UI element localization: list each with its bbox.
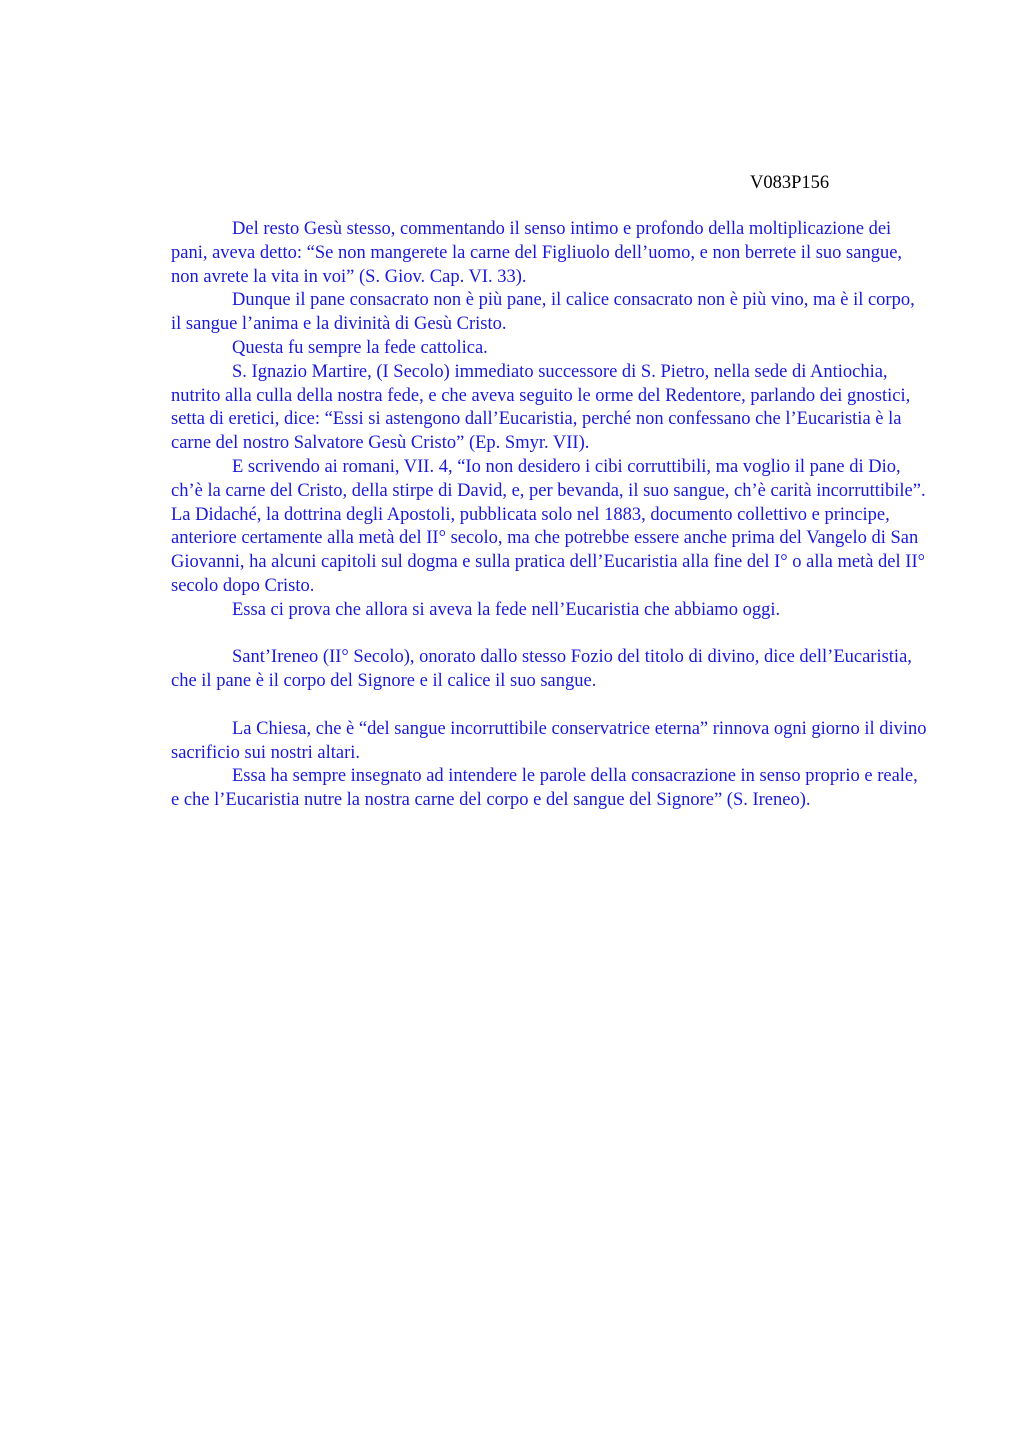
paragraph: Del resto Gesù stesso, commentando il senso intimo e profondo della moltiplicazione dei pani, aveva detto: “Se non mangerete la carne del Figliuolo dell’uomo, e non berrete il suo sangue, non avrete la vita in voi” (S. Giov. Cap. VI. 33). [171, 219, 903, 287]
paragraph: Essa ha sempre insegnato ad intendere le parole della consacrazione in senso proprio e reale, e che l’Eucaristia nutre la nostra carne del corpo e del sangue del Signore” (S. Ireneo). [171, 766, 918, 811]
paragraph: La Chiesa, che è “del sangue incorruttibile conservatrice eterna” rinnova ogni giorno il divino sacrificio sui nostri altari. [171, 718, 927, 763]
page-identifier: V083P156 [750, 173, 830, 193]
paragraph: Essa ci prova che allora si aveva la fede nell’Eucaristia che abbiamo oggi. [232, 599, 781, 620]
paragraph-spacer [171, 694, 927, 718]
paragraph-spacer [171, 623, 927, 647]
paragraph: S. Ignazio Martire, (I Secolo) immediato successore di S. Pietro, nella sede di Antiochia, nutrito alla culla della nostra fede, e che aveva seguito le orme del Redentore, parlando dei gnostici, setta di eretici, dice: “Essi si astengono dall’Eucaristia, perché non confessano che l’Eucaristia è la carne del nostro Salvatore Gesù Cristo” (Ep. Smyr. VII). [171, 361, 911, 454]
paragraph: Questa fu sempre la fede cattolica. [232, 337, 488, 358]
paragraph: Sant’Ireneo (II° Secolo), onorato dallo stesso Fozio del titolo di divino, dice dell’Eucaristia, che il pane è il corpo del Signore e il calice il suo sangue. [171, 647, 912, 692]
paragraph: Dunque il pane consacrato non è più pane, il calice consacrato non è più vino, ma è il corpo, il sangue l’anima e la divinità di Gesù Cristo. [171, 290, 915, 335]
document-body [171, 218, 927, 813]
paragraph: E scrivendo ai romani, VII. 4, “Io non desidero i cibi corruttibili, ma voglio il pane di Dio, ch’è la carne del Cristo, della stirpe di David, e, per bevanda, il suo sangue, ch’è carità incorruttibile”. La Didaché, la dottrina degli Apostoli, pubblicata solo nel 1883, documento collettivo e principe, anteriore certamente alla metà del II° secolo, ma che potrebbe essere anche prima del Vangelo di San Giovanni, ha alcuni capitoli sul dogma e sulla pratica dell’Eucaristia alla fine del I° o alla metà del II° secolo dopo Cristo. [171, 456, 926, 596]
